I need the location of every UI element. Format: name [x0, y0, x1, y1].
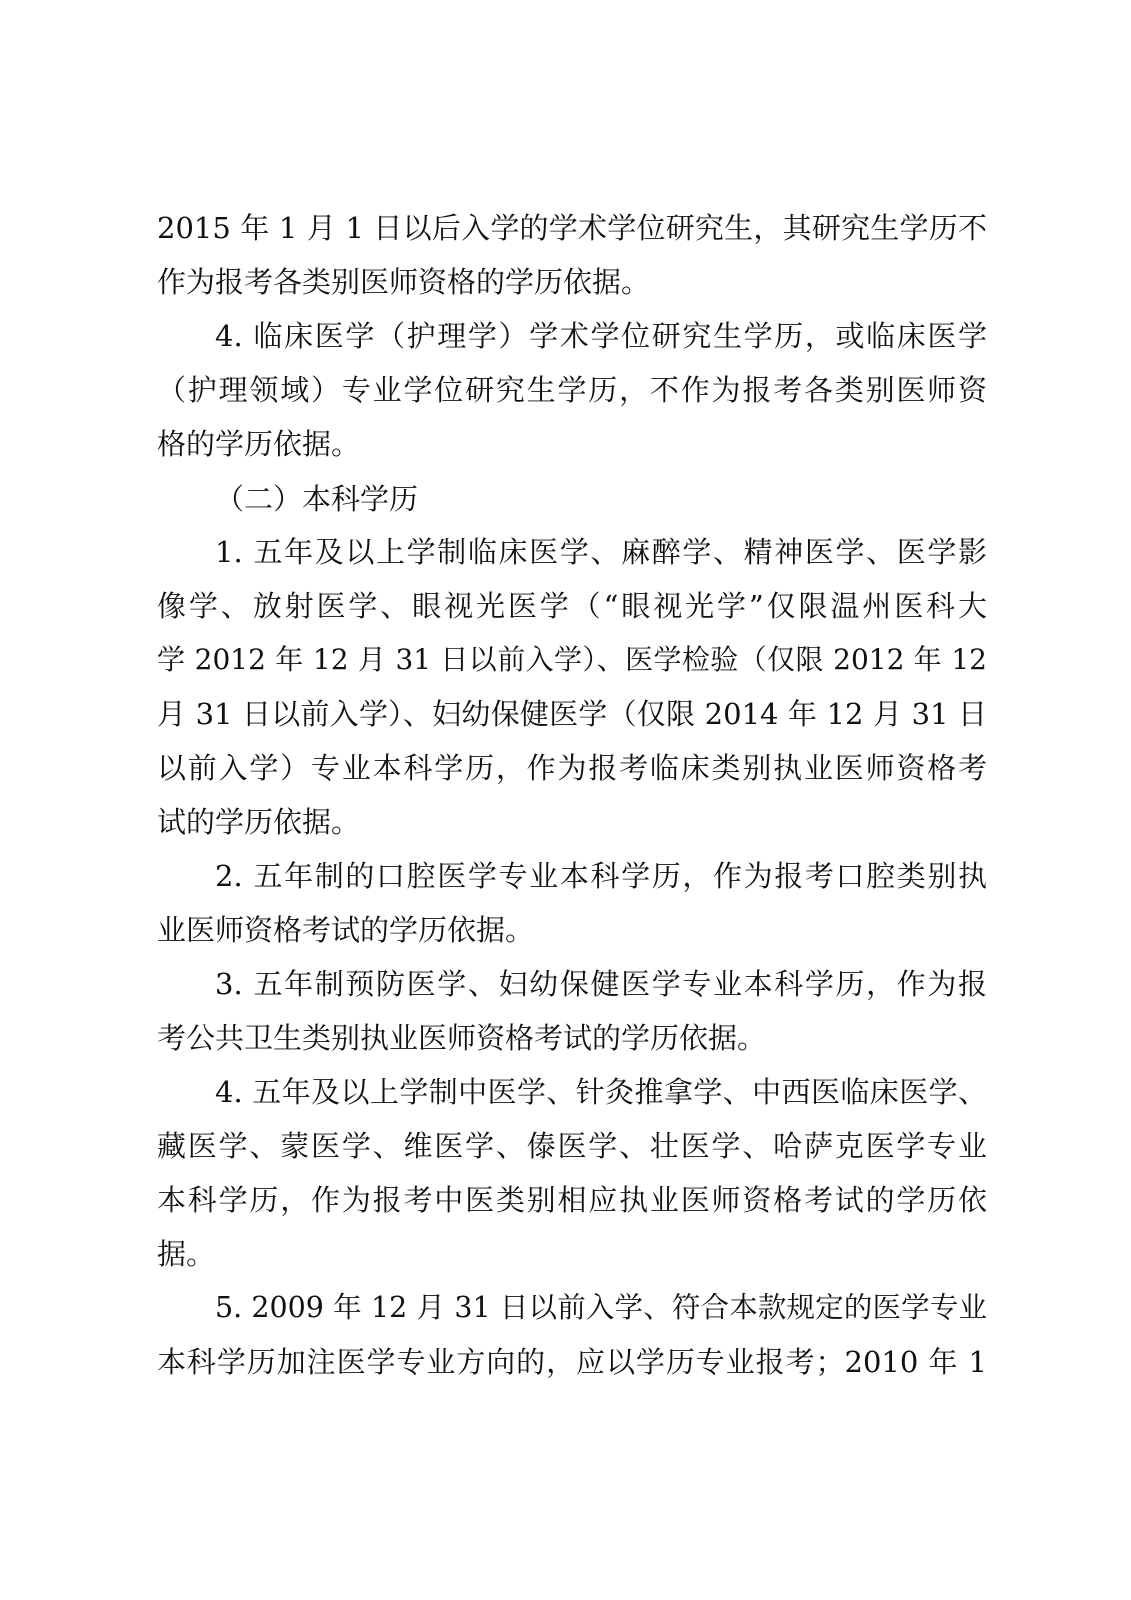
text-line: 格的学历依据。: [157, 427, 361, 461]
text-line: 业医师资格考试的学历依据。: [157, 913, 535, 947]
text-line: 4. 临床医学（护理学）学术学位研究生学历，或临床医学: [215, 319, 987, 353]
text-line: 3. 五年制预防医学、妇幼保健医学专业本科学历，作为报: [215, 967, 987, 1001]
text-line: 像学、放射医学、眼视光医学（“眼视光学”仅限温州医科大: [157, 589, 987, 623]
text-line: 以前入学）专业本科学历，作为报考临床类别执业医师资格考: [157, 751, 987, 785]
text-line: 本科学历加注医学专业方向的，应以学历专业报考；2010 年 1: [157, 1345, 987, 1379]
text-line: 本科学历，作为报考中医类别相应执业医师资格考试的学历依: [157, 1183, 987, 1217]
text-line: 1. 五年及以上学制临床医学、麻醉学、精神医学、医学影: [215, 535, 987, 569]
section-heading: （二）本科学历: [215, 482, 419, 516]
text-line: 学 2012 年 12 月 31 日以前入学）、医学检验（仅限 2012 年 12: [157, 643, 987, 676]
text-line: 据。: [157, 1237, 216, 1271]
text-line: 5. 2009 年 12 月 31 日以前入学、符合本款规定的医学专业: [215, 1291, 987, 1324]
text-line: 月 31 日以前入学）、妇幼保健医学（仅限 2014 年 12 月 31 日: [157, 697, 987, 731]
text-line: 考公共卫生类别执业医师资格考试的学历依据。: [157, 1021, 767, 1055]
text-line: 藏医学、蒙医学、维医学、傣医学、壮医学、哈萨克医学专业: [157, 1129, 987, 1163]
text-line: 试的学历依据。: [157, 805, 361, 839]
text-line: 2. 五年制的口腔医学专业本科学历，作为报考口腔类别执: [215, 859, 987, 893]
text-line: 4. 五年及以上学制中医学、针灸推拿学、中西医临床医学、: [215, 1075, 987, 1109]
text-line: 2015 年 1 月 1 日以后入学的学术学位研究生，其研究生学历不: [157, 211, 987, 245]
text-line: （护理领域）专业学位研究生学历，不作为报考各类别医师资: [157, 373, 987, 407]
text-line: 作为报考各类别医师资格的学历依据。: [157, 265, 651, 299]
